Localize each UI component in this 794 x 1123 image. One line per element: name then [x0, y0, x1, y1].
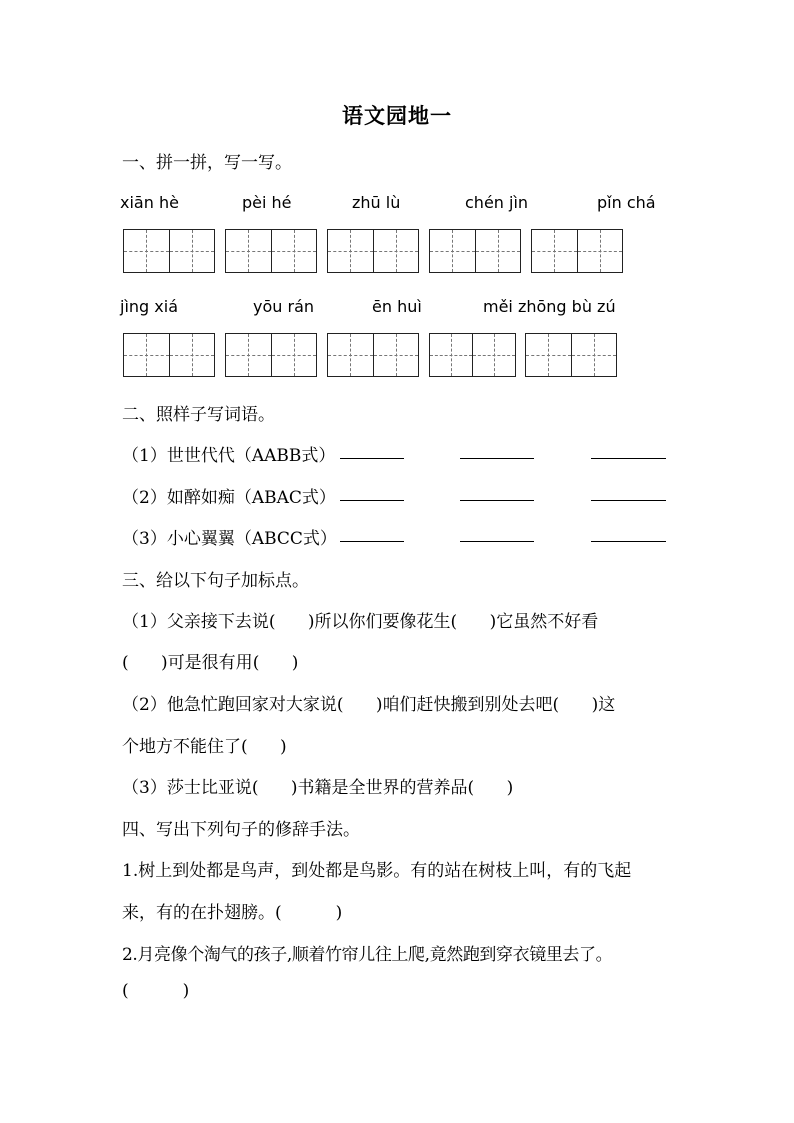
- pinyin-3: zhū lù: [352, 193, 401, 212]
- punctuation-blank[interactable]: ( ): [122, 653, 168, 673]
- answer-blank[interactable]: [460, 444, 534, 459]
- answer-blank[interactable]: [340, 444, 404, 459]
- section3-heading: 三、给以下句子加标点。: [122, 571, 309, 591]
- sentence-text: 书籍是全世界的营养品: [297, 778, 468, 798]
- answer-blank[interactable]: [340, 486, 404, 501]
- section3-q3: [122, 773, 513, 798]
- section4-q1-line2: [122, 898, 342, 923]
- item-label: （3）小心翼翼（ABCC式）: [122, 529, 337, 549]
- punctuation-blank[interactable]: ( ): [450, 612, 497, 632]
- answer-blank[interactable]: [591, 444, 666, 459]
- section3-q1-line1: [122, 607, 598, 632]
- item-label: （2）如醉如痴（ABAC式）: [122, 488, 336, 508]
- pinyin-4: chén jìn: [465, 193, 529, 212]
- pinyin-8: ēn huì: [372, 297, 422, 316]
- writing-grid-8[interactable]: [327, 333, 419, 377]
- section4-heading: 四、写出下列句子的修辞手法。: [122, 820, 360, 840]
- section4-q2-line2: [122, 981, 189, 1001]
- answer-blank[interactable]: [591, 486, 666, 501]
- section2-item-3: [122, 524, 337, 549]
- section4-q2-line1: 2.月亮像个淘气的孩子,顺着竹帘儿往上爬,竟然跑到穿衣镜里去了。: [122, 945, 613, 965]
- sentence-text: 这: [598, 695, 616, 715]
- answer-blank[interactable]: [460, 486, 534, 501]
- writing-grid-4[interactable]: [429, 229, 521, 273]
- answer-blank[interactable]: [340, 527, 404, 542]
- answer-blank[interactable]: ( ): [122, 981, 190, 1001]
- sentence-text: 它虽然不好看: [496, 612, 599, 632]
- sentence-text: 来，有的在扑翅膀。: [122, 903, 275, 923]
- writing-grid-2[interactable]: [225, 229, 317, 273]
- sentence-text: 所以你们要像花生: [314, 612, 451, 632]
- section4-q1-line1: 1.树上到处都是鸟声，到处都是鸟影。有的站在树枝上叫，有的飞起: [122, 861, 632, 881]
- page-title: 语文园地一: [342, 103, 452, 128]
- pinyin-7: yōu rán: [253, 297, 315, 316]
- punctuation-blank[interactable]: ( ): [467, 778, 514, 798]
- answer-blank[interactable]: [591, 527, 666, 542]
- punctuation-blank[interactable]: ( ): [251, 778, 298, 798]
- pinyin-5: pǐn chá: [597, 193, 656, 212]
- sentence-text: 咱们赶快搬到别处去吧: [382, 695, 553, 715]
- writing-grid-9[interactable]: [429, 333, 516, 377]
- section2-item-1: [122, 441, 335, 466]
- section3-q2-line2: [122, 732, 287, 757]
- item-label: （1）世世代代（AABB式）: [122, 446, 336, 466]
- section2-item-2: [122, 483, 336, 508]
- sentence-text: 可是很有用: [167, 653, 253, 673]
- section2-heading: 二、照样子写词语。: [122, 405, 275, 425]
- writing-grid-10[interactable]: [525, 333, 617, 377]
- punctuation-blank[interactable]: ( ): [252, 653, 299, 673]
- punctuation-blank[interactable]: ( ): [552, 695, 599, 715]
- sentence-text: （3）莎士比亚说: [122, 778, 252, 798]
- pinyin-2: pèi hé: [242, 193, 292, 212]
- writing-grid-7[interactable]: [225, 333, 317, 377]
- pinyin-9: měi zhōng bù zú: [483, 297, 616, 316]
- sentence-text: 个地方不能住了: [122, 737, 241, 757]
- writing-grid-1[interactable]: [123, 229, 215, 273]
- writing-grid-5[interactable]: [531, 229, 623, 273]
- answer-blank[interactable]: ( ): [275, 903, 343, 923]
- punctuation-blank[interactable]: ( ): [241, 737, 287, 757]
- sentence-text: （2）他急忙跑回家对大家说: [122, 695, 337, 715]
- sentence-text: （1）父亲接下去说: [122, 612, 269, 632]
- section3-q1-line2: [122, 648, 298, 673]
- writing-grid-3[interactable]: [327, 229, 419, 273]
- answer-blank[interactable]: [460, 527, 534, 542]
- writing-grid-6[interactable]: [123, 333, 215, 377]
- punctuation-blank[interactable]: ( ): [268, 612, 315, 632]
- punctuation-blank[interactable]: ( ): [336, 695, 383, 715]
- section1-heading: 一、拼一拼，写一写。: [122, 153, 292, 173]
- pinyin-1: xiān hè: [120, 193, 179, 212]
- section3-q2-line1: [122, 690, 615, 715]
- pinyin-6: jìng xiá: [120, 297, 178, 316]
